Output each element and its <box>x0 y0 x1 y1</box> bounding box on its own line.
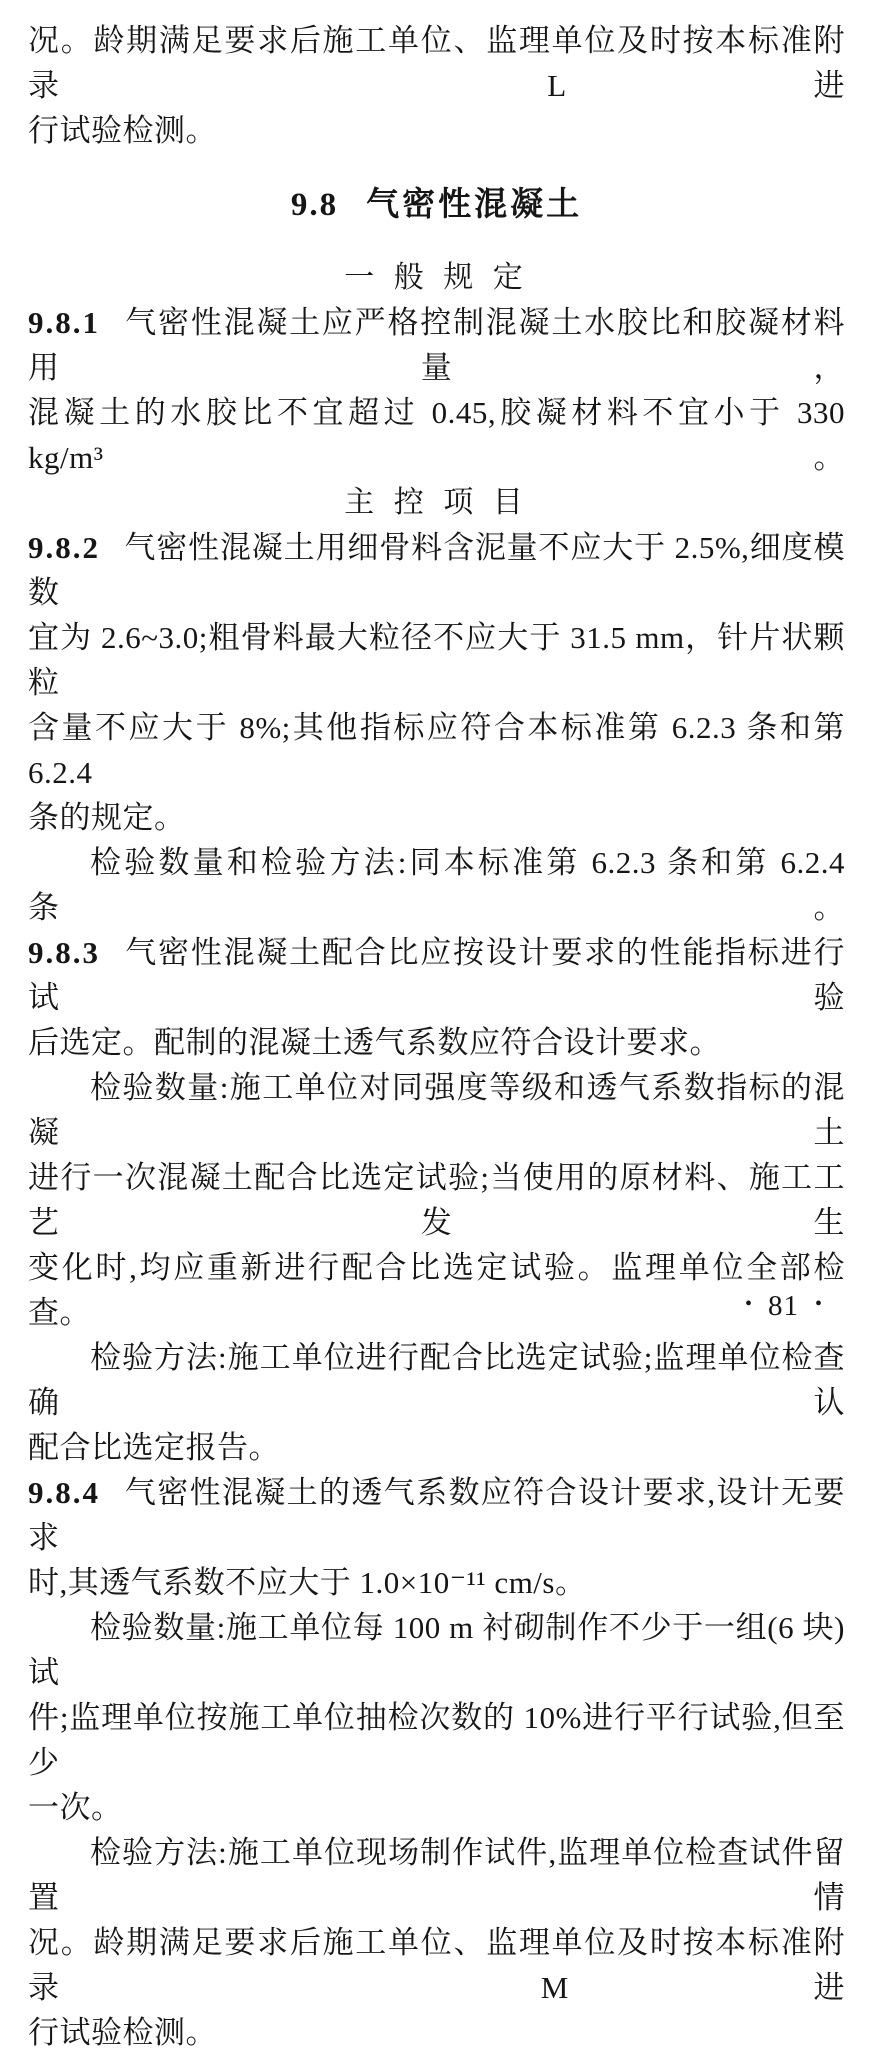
text-line: 况。龄期满足要求后施工单位、监理单位及时按本标准附录 M 进 <box>28 1925 845 2005</box>
clause-text: 气密性混凝土的透气系数应符合设计要求,设计无要求 <box>28 1475 845 1555</box>
clause-line <box>28 1470 845 1560</box>
clause-text: 气密性混凝土用细骨料含泥量不应大于 2.5%,细度模数 <box>28 530 845 610</box>
text-line: 后选定。配制的混凝土透气系数应符合设计要求。 <box>28 1025 721 1060</box>
text-line: 条的规定。 <box>28 800 186 835</box>
clause-number: 9.8.1 <box>28 305 100 340</box>
indent-line: 检验数量和检验方法:同本标准第 6.2.3 条和第 6.2.4 条。 <box>28 845 845 925</box>
footer-page-number: 81 <box>767 1290 799 1322</box>
section-title: 气密性混凝土 <box>366 185 583 222</box>
section-heading <box>28 181 845 233</box>
clause-text: 气密性混凝土应严格控制混凝土水胶比和胶凝材料用量， <box>28 305 845 385</box>
text-line: 一次。 <box>28 1790 123 1825</box>
indent-line: 检验方法:施工单位进行配合比选定试验;监理单位检查确认 <box>28 1340 845 1420</box>
text-line: 行试验检测。 <box>28 2015 217 2050</box>
subsection-heading: 一 般 规 定 <box>344 261 529 294</box>
page-number <box>745 1284 822 1326</box>
clause-number: 9.8.4 <box>28 1475 100 1510</box>
indent-line: 检验数量:施工单位对同强度等级和透气系数指标的混凝土 <box>28 1070 845 1150</box>
indent-line: 检验方法:施工单位现场制作试件,监理单位检查试件留置情 <box>28 1835 845 1915</box>
text-line: 时,其透气系数不应大于 1.0×10⁻¹¹ cm/s。 <box>28 1565 587 1600</box>
footer-dot-left: • <box>744 1293 752 1315</box>
indent-line: 检验数量:施工单位每 100 m 衬砌制作不少于一组(6 块)试 <box>28 1610 845 1690</box>
text-line: 混凝土的水胶比不宜超过 0.45,胶凝材料不宜小于 330 kg/m³。 <box>28 395 845 475</box>
clause-line <box>28 930 845 1020</box>
clause-line <box>28 300 845 390</box>
section-number: 9.8 <box>290 187 339 223</box>
text-line: 进行一次混凝土配合比选定试验;当使用的原材料、施工工艺发生 <box>28 1160 845 1240</box>
text-line: 含量不应大于 8%;其他指标应符合本标准第 6.2.3 条和第 6.2.4 <box>28 710 845 790</box>
text-line: 变化时,均应重新进行配合比选定试验。监理单位全部检查。 <box>28 1250 845 1330</box>
footer-dot-right: • <box>814 1293 822 1315</box>
clause-line <box>28 525 845 615</box>
subsection-heading: 主 控 项 目 <box>344 486 529 519</box>
clause-text: 气密性混凝土配合比应按设计要求的性能指标进行试验 <box>28 935 845 1015</box>
clause-number: 9.8.3 <box>28 935 100 970</box>
clause-number: 9.8.2 <box>28 530 100 565</box>
text-line: 行试验检测。 <box>28 113 217 148</box>
text-line: 况。龄期满足要求后施工单位、监理单位及时按本标准附录 L 进 <box>28 23 845 103</box>
text-line: 配合比选定报告。 <box>28 1430 280 1465</box>
text-line: 件;监理单位按施工单位抽检次数的 10%进行平行试验,但至少 <box>28 1700 845 1780</box>
text-line: 宜为 2.6~3.0;粗骨料最大粒径不应大于 31.5 mm，针片状颗粒 <box>28 620 845 700</box>
